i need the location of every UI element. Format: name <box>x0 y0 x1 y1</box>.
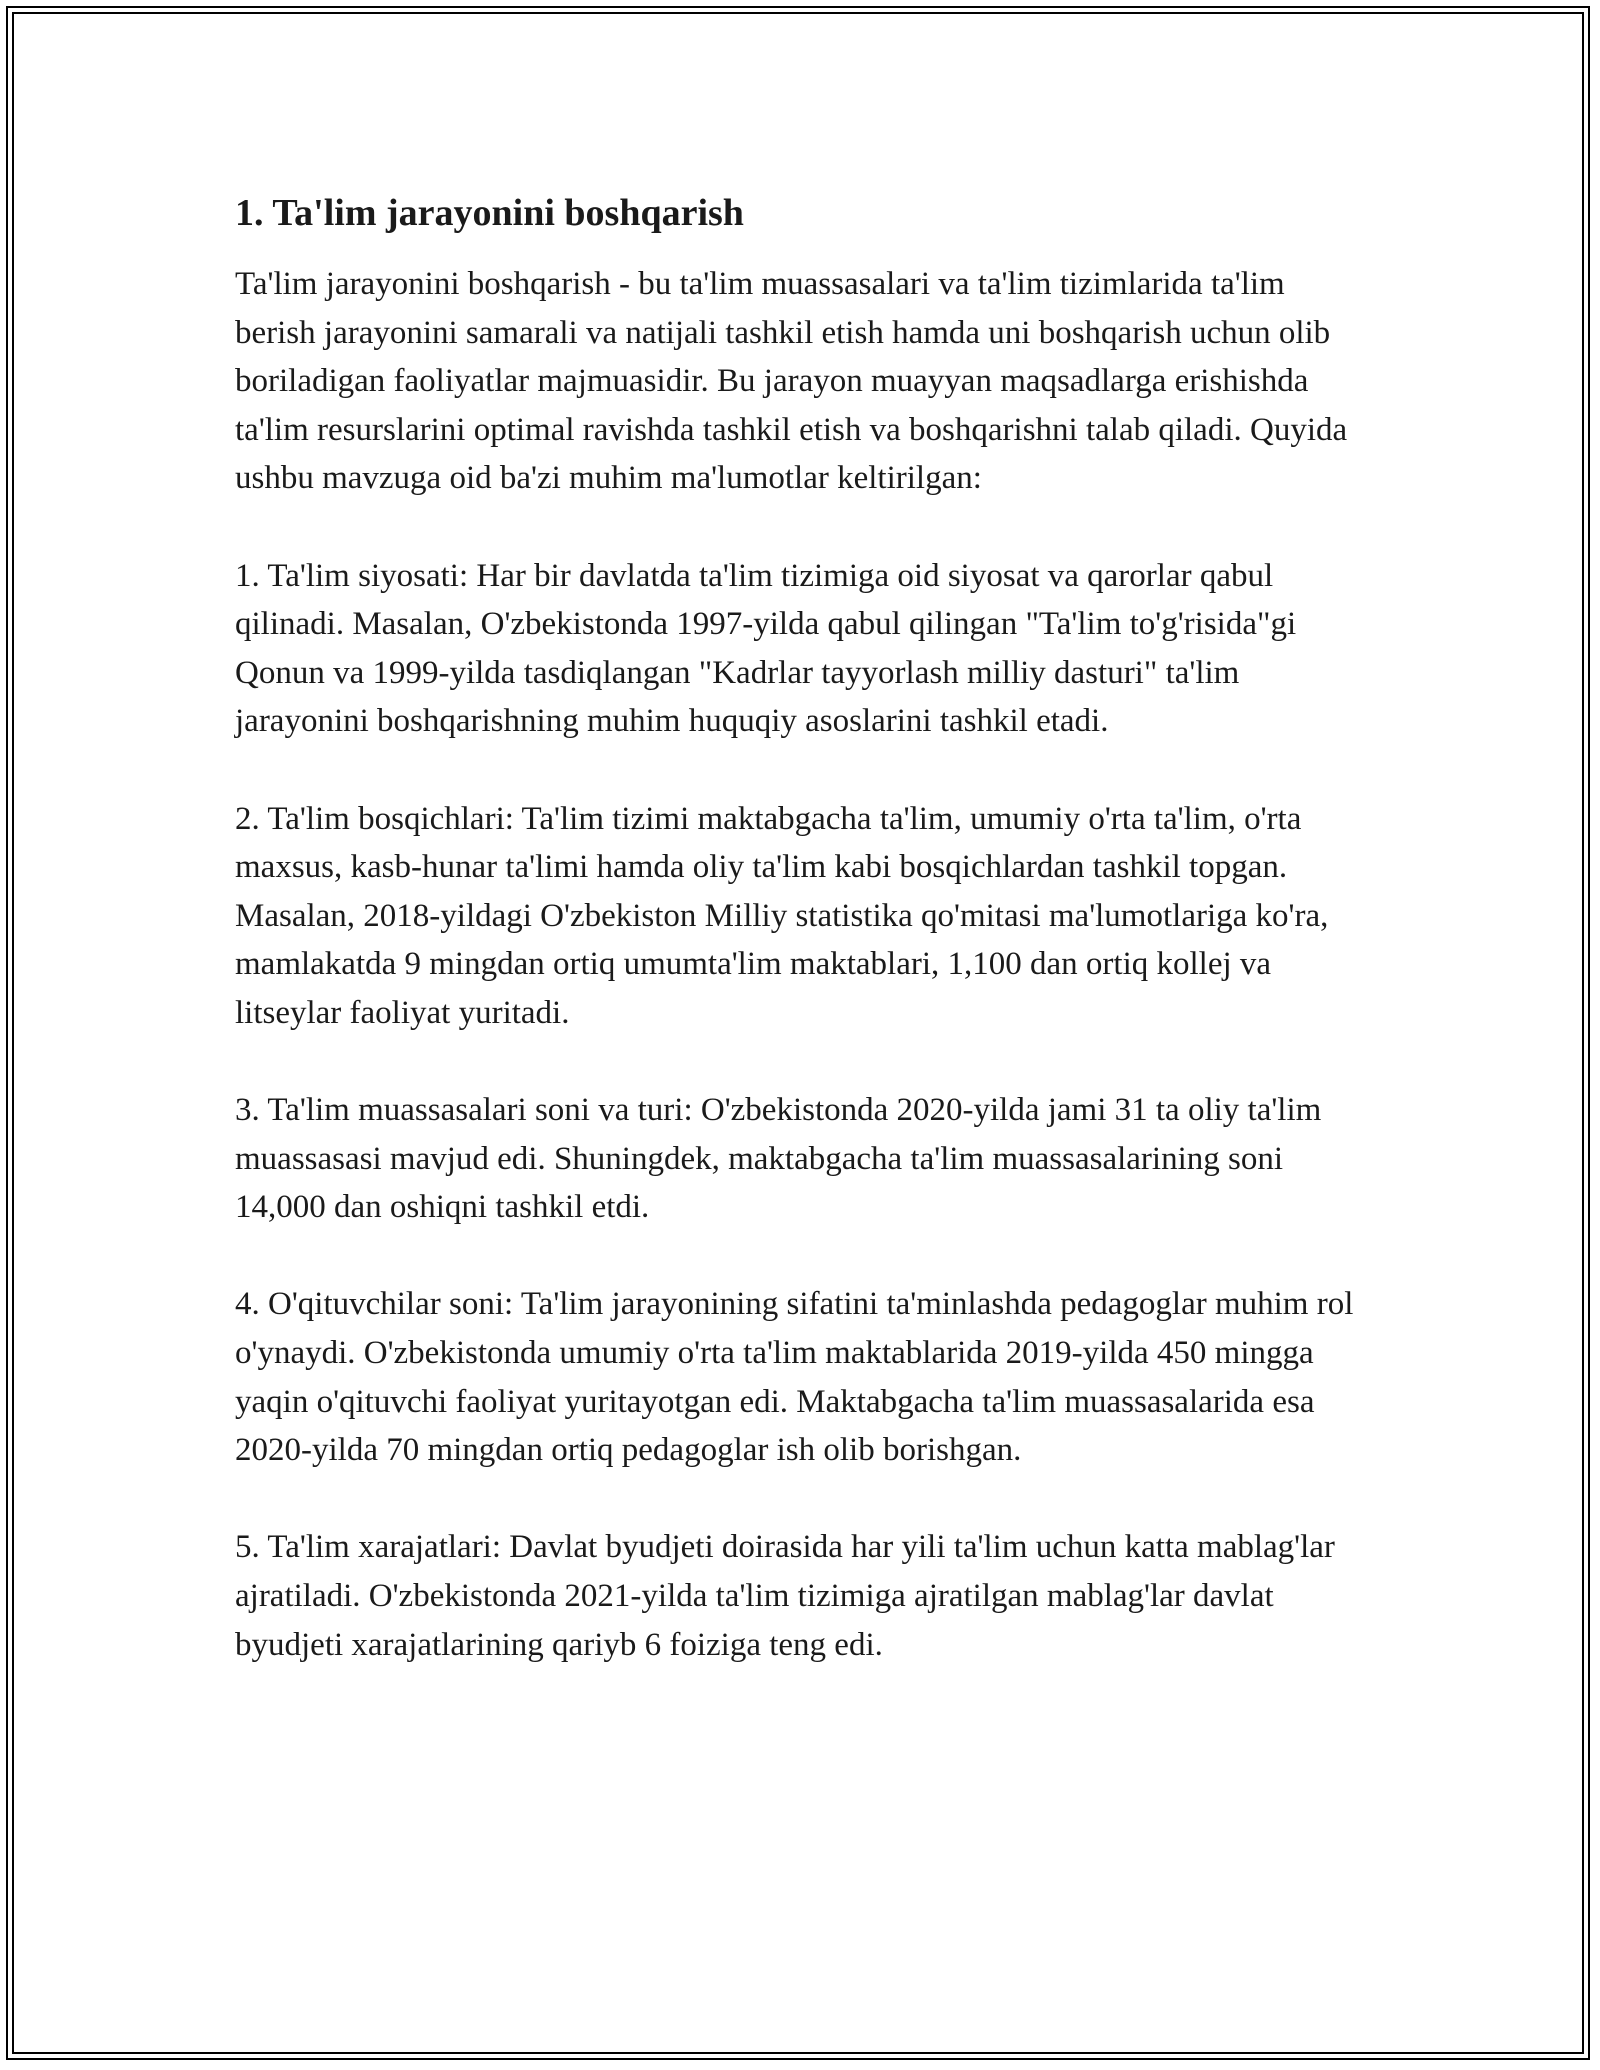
document-body <box>235 186 1365 1718</box>
paragraph-oqituvchilar-soni: 4. O'qituvchilar soni: Ta'lim jarayonining sifatini ta'minlashda pedagoglar muhim rol o'ynaydi. O'zbekistonda umumiy o'rta ta'lim maktablarida 2019-yilda 450 mingga yaqin o'qituvchi faoliyat yuritayotgan edi. Maktabgacha ta'lim muassasalarida esa 2020-yilda 70 mingdan ortiq pedagoglar ish olib borishgan. <box>235 1286 1354 1469</box>
paragraph-talim-siyosati: 1. Ta'lim siyosati: Har bir davlatda ta'lim tizimiga oid siyosat va qarorlar qabul qilinadi. Masalan, O'zbekistonda 1997-yilda qabul qilingan "Ta'lim to'g'risida"gi Qonun va 1999-yilda tasdiqlangan "Kadrlar tayyorlash milliy dasturi" ta'lim jarayonini boshqarishning muhim huquqiy asoslarini tashkil etadi. <box>235 557 1297 740</box>
paragraph-talim-xarajatlari: 5. Ta'lim xarajatlari: Davlat byudjeti doirasida har yili ta'lim uchun katta mablag'lar ajratiladi. O'zbekistonda 2021-yilda ta'lim tizimiga ajratilgan mablag'lar davlat byudjeti xarajatlarining qariyb 6 foiziga teng edi. <box>235 1529 1335 1663</box>
document-title: 1. Ta'lim jarayonini boshqarish <box>235 192 744 234</box>
paragraph-talim-bosqichlari: 2. Ta'lim bosqichlari: Ta'lim tizimi maktabgacha ta'lim, umumiy o'rta ta'lim, o'rta maxsus, kasb-hunar ta'limi hamda oliy ta'lim kabi bosqichlardan tashkil topgan. Masalan, 2018-yildagi O'zbekiston Milliy statistika qo'mitasi ma'lumotlariga ko'ra, mamlakatda 9 mingdan ortiq umumta'lim maktablari, 1,100 dan ortiq kollej va litseylar faoliyat yuritadi. <box>235 800 1329 1031</box>
paragraph-muassasalar-soni: 3. Ta'lim muassasalari soni va turi: O'zbekistonda 2020-yilda jami 31 ta oliy ta'lim muassasasi mavjud edi. Shuningdek, maktabgacha ta'lim muassasalarining soni 14,000 dan oshiqni tashkil etdi. <box>235 1092 1322 1226</box>
intro-paragraph: Ta'lim jarayonini boshqarish - bu ta'lim muassasalari va ta'lim tizimlarida ta'lim berish jarayonini samarali va natijali tashkil etish hamda uni boshqarish uchun olib boriladigan faoliyatlar majmuasidir. Bu jarayon muayyan maqsadlarga erishishda ta'lim resurslarini optimal ravishda tashkil etish va boshqarishni talab qiladi. Quyida ushbu mavzuga oid ba'zi muhim ma'lumotlar keltirilgan: <box>235 266 1348 497</box>
